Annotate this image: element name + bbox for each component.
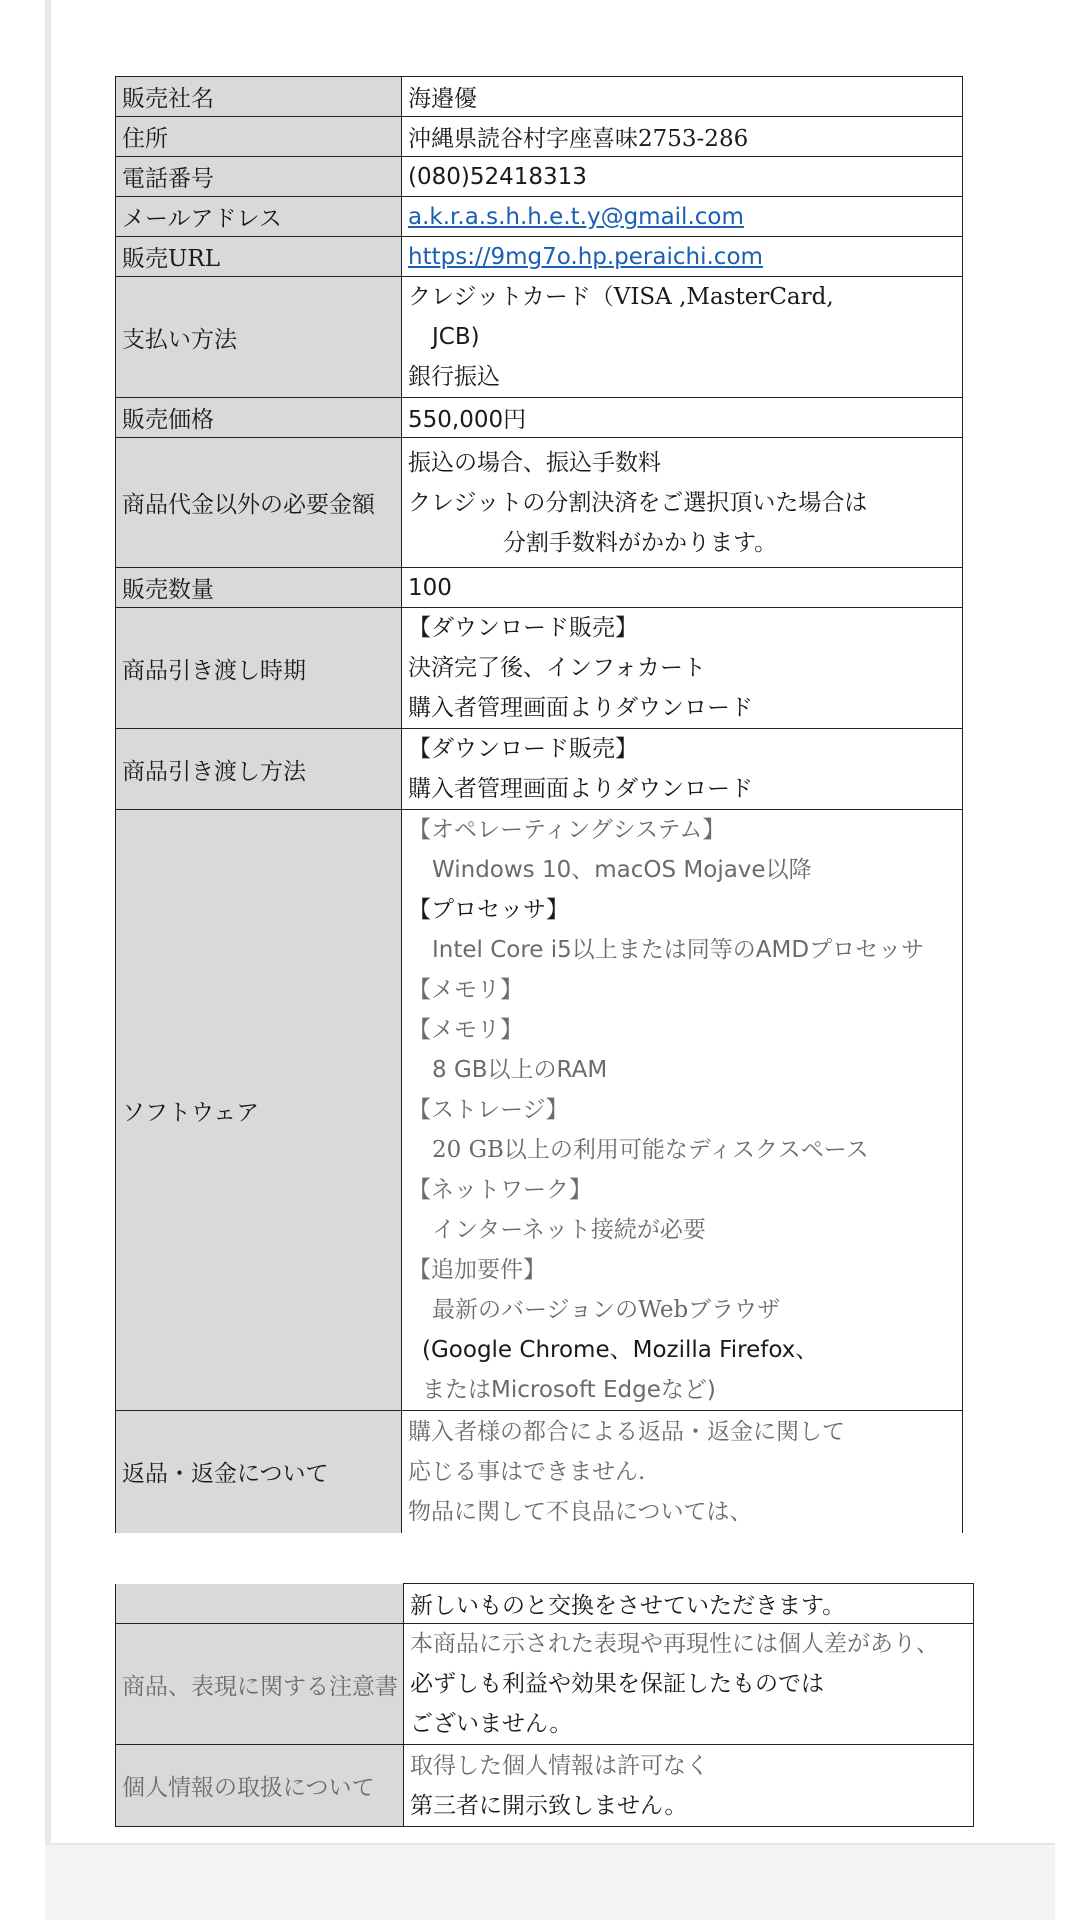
expression-notice-line: 本商品に示された表現や再現性には個人差があり、 bbox=[410, 1631, 939, 1657]
software-line: 8 GB以上のRAM bbox=[432, 1057, 608, 1083]
expression-notice-label: 商品、表現に関する注意書 bbox=[116, 1624, 404, 1745]
price-label: 販売価格 bbox=[116, 398, 402, 438]
delivery-time-line: 決済完了後、インフォカート bbox=[408, 655, 706, 681]
delivery-method-line: 購入者管理画面よりダウンロード bbox=[408, 776, 753, 802]
phone-value: (080)52418313 bbox=[402, 157, 963, 197]
row-address bbox=[116, 117, 963, 157]
email-label: メールアドレス bbox=[116, 197, 402, 237]
refund-continued-value: 新しいものと交換をさせていただきます。 bbox=[404, 1584, 974, 1624]
row-seller-name bbox=[116, 77, 963, 117]
payment-line: クレジットカード（VISA ,MasterCard, bbox=[408, 284, 834, 310]
row-expression-notice bbox=[116, 1624, 974, 1745]
software-line: 【オペレーティングシステム】 bbox=[408, 817, 726, 843]
software-line: 【メモリ】 bbox=[408, 1017, 523, 1043]
row-extra-cost bbox=[116, 438, 963, 568]
row-payment bbox=[116, 277, 963, 398]
software-line: Intel Core i5以上または同等のAMDプロセッサ bbox=[432, 937, 925, 963]
row-price bbox=[116, 398, 963, 438]
software-line: (Google Chrome、Mozilla Firefox、 bbox=[422, 1337, 819, 1363]
refund-label: 返品・返金について bbox=[116, 1411, 402, 1533]
expression-notice-line: 必ずしも利益や効果を保証したものでは bbox=[410, 1671, 824, 1697]
software-line: 【ストレージ】 bbox=[408, 1097, 569, 1123]
row-delivery-method bbox=[116, 729, 963, 810]
software-line: 【メモリ】 bbox=[408, 977, 523, 1003]
seller-name-value: 海邉優 bbox=[402, 77, 963, 117]
privacy-line: 取得した個人情報は許可なく bbox=[410, 1752, 709, 1779]
delivery-time-label: 商品引き渡し時期 bbox=[116, 608, 402, 729]
software-line: 【追加要件】 bbox=[408, 1257, 546, 1283]
refund-continued-label bbox=[116, 1584, 404, 1624]
software-line: Windows 10、macOS Mojave以降 bbox=[432, 857, 812, 883]
sales-url-label: 販売URL bbox=[116, 237, 402, 277]
software-line: 【プロセッサ】 bbox=[408, 897, 569, 923]
address-value: 沖縄県読谷村字座喜味2753-286 bbox=[402, 117, 963, 157]
extra-cost-line: 振込の場合、振込手数料 bbox=[408, 449, 661, 476]
software-line: 20 GB以上の利用可能なディスクスペース bbox=[432, 1137, 869, 1163]
extra-cost-line: 分割手数料がかかります。 bbox=[503, 529, 778, 556]
refund-line: 応じる事はできません. bbox=[408, 1458, 646, 1485]
phone-label: 電話番号 bbox=[116, 157, 402, 197]
row-software bbox=[116, 810, 963, 1411]
quantity-label: 販売数量 bbox=[116, 568, 402, 608]
extra-cost-line: クレジットの分割決済をご選択頂いた場合は bbox=[408, 489, 868, 516]
delivery-time-line: 購入者管理画面よりダウンロード bbox=[408, 695, 753, 721]
payment-line: JCB) bbox=[432, 324, 480, 350]
row-delivery-time bbox=[116, 608, 963, 729]
row-refund bbox=[116, 1411, 963, 1533]
software-line: インターネット接続が必要 bbox=[432, 1217, 706, 1243]
commerce-disclosure-table bbox=[115, 76, 963, 1533]
email-link[interactable]: a.k.r.a.s.h.h.e.t.y@gmail.com bbox=[408, 203, 744, 230]
page-footer-band bbox=[45, 1845, 1055, 1920]
row-phone bbox=[116, 157, 963, 197]
refund-line: 購入者様の都合による返品・返金に関して bbox=[408, 1418, 845, 1445]
price-value: 550,000円 bbox=[402, 398, 963, 438]
address-label: 住所 bbox=[116, 117, 402, 157]
software-line: 【ネットワーク】 bbox=[408, 1177, 592, 1203]
expression-notice-line: ございません。 bbox=[410, 1711, 573, 1737]
row-refund-continued bbox=[116, 1584, 974, 1624]
software-line: またはMicrosoft Edgeなど) bbox=[422, 1377, 716, 1403]
row-quantity bbox=[116, 568, 963, 608]
quantity-value: 100 bbox=[402, 568, 963, 608]
row-sales-url bbox=[116, 237, 963, 277]
row-email bbox=[116, 197, 963, 237]
payment-line: 銀行振込 bbox=[408, 364, 500, 390]
extra-cost-label: 商品代金以外の必要金額 bbox=[116, 438, 402, 568]
software-label: ソフトウェア bbox=[116, 810, 402, 1411]
delivery-method-label: 商品引き渡し方法 bbox=[116, 729, 402, 810]
commerce-disclosure-table-continued bbox=[115, 1583, 974, 1827]
payment-label: 支払い方法 bbox=[116, 277, 402, 398]
seller-name-label: 販売社名 bbox=[116, 77, 402, 117]
row-privacy bbox=[116, 1745, 974, 1827]
sales-url-link[interactable]: https://9mg7o.hp.peraichi.com bbox=[408, 243, 763, 270]
privacy-line: 第三者に開示致しません。 bbox=[410, 1792, 688, 1819]
page-left-border bbox=[45, 0, 51, 1845]
software-line: 最新のバージョンのWebブラウザ bbox=[432, 1297, 781, 1323]
privacy-label: 個人情報の取扱について bbox=[116, 1745, 404, 1827]
delivery-time-line: 【ダウンロード販売】 bbox=[408, 615, 638, 641]
delivery-method-line: 【ダウンロード販売】 bbox=[408, 736, 638, 762]
refund-line: 物品に関して不良品については、 bbox=[408, 1498, 753, 1525]
